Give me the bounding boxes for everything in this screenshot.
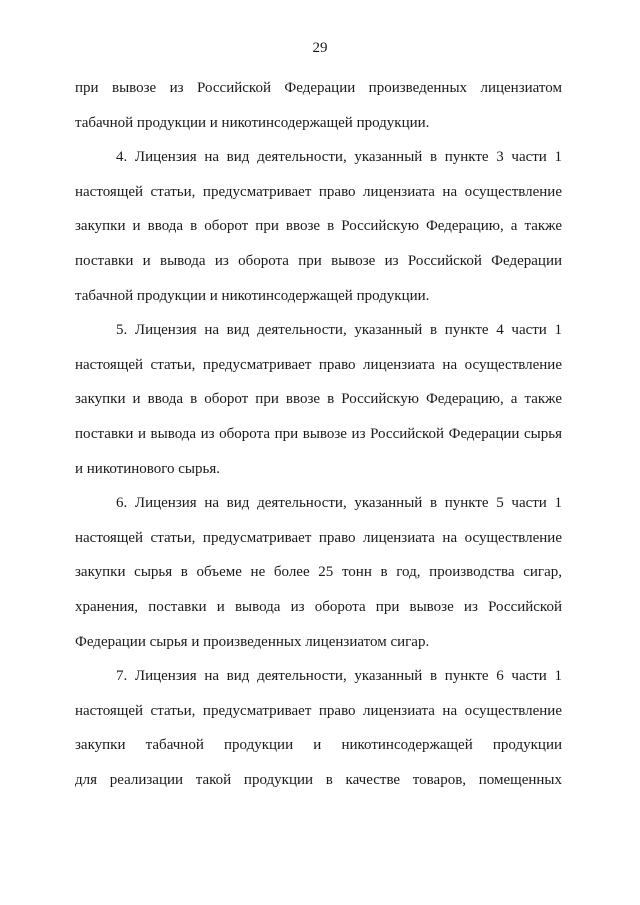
paragraph-5-start: 5. Лицензия на вид деятельности, указанный в пункте 4 части 1: [116, 322, 562, 339]
text-line: табачной продукции и никотинсодержащей продукции.: [75, 114, 430, 131]
text-line: закупки и ввода в оборот при ввозе в Российскую Федерацию, а также: [75, 218, 562, 235]
text-line: хранения, поставки и вывода из оборота при вывозе из Российской: [75, 598, 562, 615]
text-line: настоящей статьи, предусматривает право лицензиата на осуществление: [75, 529, 562, 546]
page-number: 29: [312, 40, 328, 56]
text-line: и никотинового сырья.: [75, 460, 221, 477]
text-line: закупки и ввода в оборот при ввозе в Российскую Федерацию, а также: [75, 391, 562, 408]
text-line: настоящей статьи, предусматривает право лицензиата на осуществление: [75, 356, 562, 373]
text-line: закупки сырья в объеме не более 25 тонн в год, производства сигар,: [75, 564, 562, 581]
paragraph-6-start: 6. Лицензия на вид деятельности, указанный в пункте 5 части 1: [116, 495, 562, 512]
text-line: настоящей статьи, предусматривает право лицензиата на осуществление: [75, 702, 562, 719]
text-line: при вывозе из Российской Федерации произведенных лицензиатом: [75, 80, 562, 96]
paragraph-4-start: 4. Лицензия на вид деятельности, указанный в пункте 3 части 1: [116, 149, 562, 166]
text-line: для реализации такой продукции в качестве товаров, помещенных: [75, 771, 562, 788]
paragraph-7-start: 7. Лицензия на вид деятельности, указанный в пункте 6 части 1: [116, 668, 562, 685]
text-line: закупки табачной продукции и никотинсодержащей продукции: [75, 737, 562, 754]
text-line: поставки и вывода из оборота при вывозе из Российской Федерации сырья: [75, 425, 562, 442]
document-body: [75, 71, 562, 797]
text-line: табачной продукции и никотинсодержащей продукции.: [75, 287, 430, 304]
text-line: настоящей статьи, предусматривает право лицензиата на осуществление: [75, 183, 562, 200]
text-line: поставки и вывода из оборота при вывозе из Российской Федерации: [75, 252, 562, 269]
text-line: Федерации сырья и произведенных лицензиатом сигар.: [75, 633, 430, 650]
